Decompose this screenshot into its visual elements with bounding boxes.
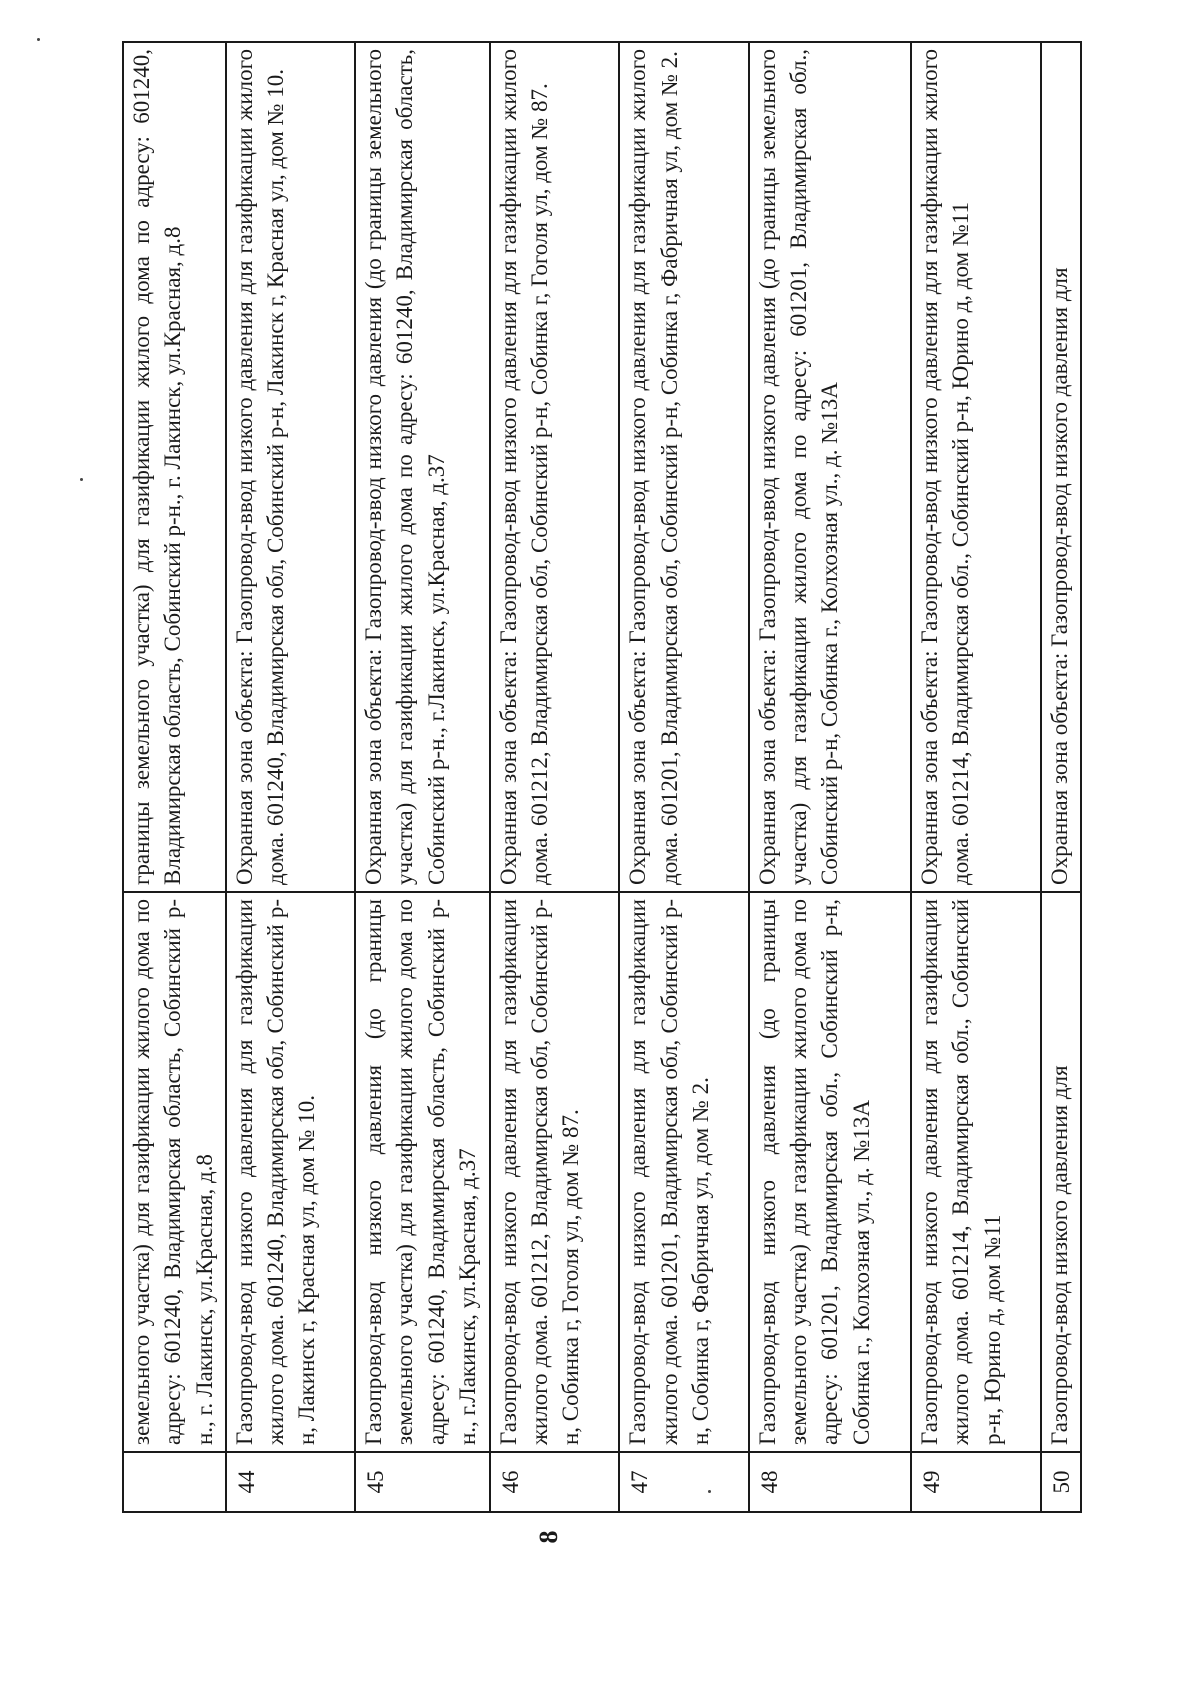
protection-zone-cell: Охранная зона объекта: Газопровод-ввод низкого давления для газификации жилого дома. 601240, Владимирская обл, Собинский р-н, Лакинск г, Красная ул, дом № 10. — [226, 42, 355, 892]
object-name-cell: Газопровод-ввод низкого давления для — [1041, 892, 1081, 1452]
table-row — [911, 42, 1040, 1512]
protection-zone-cell: Охранная зона объекта: Газопровод-ввод низкого давления для газификации жилого дома. 601212, Владимирская обл, Собинский р-н, Собинка г, Гоголя ул, дом № 87. — [490, 42, 619, 892]
protection-zone-cell: Охранная зона объекта: Газопровод-ввод низкого давления для газификации жилого дома. 601214, Владимирская обл., Собинский р-н, Юрино д, дом №11 — [911, 42, 1040, 892]
object-name-cell: Газопровод-ввод низкого давления для газификации жилого дома. 601240, Владимирская обл, Собинский р-н, Лакинск г, Красная ул, дом № 10. — [226, 892, 355, 1452]
table-row — [226, 42, 355, 1512]
registry-table — [122, 41, 1082, 1513]
object-name-cell: земельного участка) для газификации жилого дома по адресу: 601240, Владимирская область, Собинский р-н., г. Лакинск, ул.Красная, д.8 — [123, 892, 226, 1452]
row-number: 49 — [911, 1452, 1040, 1512]
protection-zone-cell: границы земельного участка) для газификации жилого дома по адресу: 601240, Владимирская область, Собинский р-н., г. Лакинск, ул.Красная, д.8 — [123, 42, 226, 892]
object-name-cell: Газопровод-ввод низкого давления для газификации жилого дома. 601212, Владимирская обл, Собинский р-н, Собинка г, Гоголя ул, дом № 87. — [490, 892, 619, 1452]
table-row — [490, 42, 619, 1512]
table-row — [123, 42, 226, 1512]
object-name-cell: Газопровод-ввод низкого давления для газификации жилого дома. 601201, Владимирская обл, Собинский р-н, Собинка г, Фабричная ул, дом № 2. — [619, 892, 748, 1452]
table-row — [355, 42, 490, 1512]
page-number: 8 — [534, 1530, 563, 1544]
protection-zone-cell: Охранная зона объекта: Газопровод-ввод низкого давления для газификации жилого дома. 601201, Владимирская обл, Собинский р-н, Собинка г, Фабричная ул, дом № 2. — [619, 42, 748, 892]
row-number: 50 — [1041, 1452, 1081, 1512]
table-row — [1041, 42, 1081, 1512]
protection-zone-cell: Охранная зона объекта: Газопровод-ввод низкого давления (до границы земельного участка) для газификации жилого дома по адресу: 601201, Владимирская обл., Собинский р-н, Собинка г., Колхозная ул., д. №13А — [749, 42, 911, 892]
table-row — [749, 42, 911, 1512]
scan-speck — [37, 38, 40, 41]
object-name-cell: Газопровод-ввод низкого давления (до границы земельного участка) для газификации жилого дома по адресу: 601201, Владимирская обл., Собинский р-н, Собинка г., Колхозная ул., д. №13А — [749, 892, 911, 1452]
object-name-cell: Газопровод-ввод низкого давления (до границы земельного участка) для газификации жилого дома по адресу: 601240, Владимирская область, Собинский р-н., г.Лакинск, ул.Красная, д.37 — [355, 892, 490, 1452]
scan-speck — [80, 478, 83, 481]
row-number: 48 — [749, 1452, 911, 1512]
table-row — [619, 42, 748, 1512]
row-number: 44 — [226, 1452, 355, 1512]
row-number: 46 — [490, 1452, 619, 1512]
protection-zone-cell: Охранная зона объекта: Газопровод-ввод низкого давления для — [1041, 42, 1081, 892]
row-number: 47 — [619, 1452, 748, 1512]
row-number: 45 — [355, 1452, 490, 1512]
rotated-page — [122, 43, 1082, 1544]
protection-zone-cell: Охранная зона объекта: Газопровод-ввод низкого давления (до границы земельного участка) для газификации жилого дома по адресу: 601240, Владимирская область, Собинский р-н., г.Лакинск, ул.Красная, д.37 — [355, 42, 490, 892]
row-number — [123, 1452, 226, 1512]
object-name-cell: Газопровод-ввод низкого давления для газификации жилого дома. 601214, Владимирская обл., Собинский р-н, Юрино д, дом №11 — [911, 892, 1040, 1452]
